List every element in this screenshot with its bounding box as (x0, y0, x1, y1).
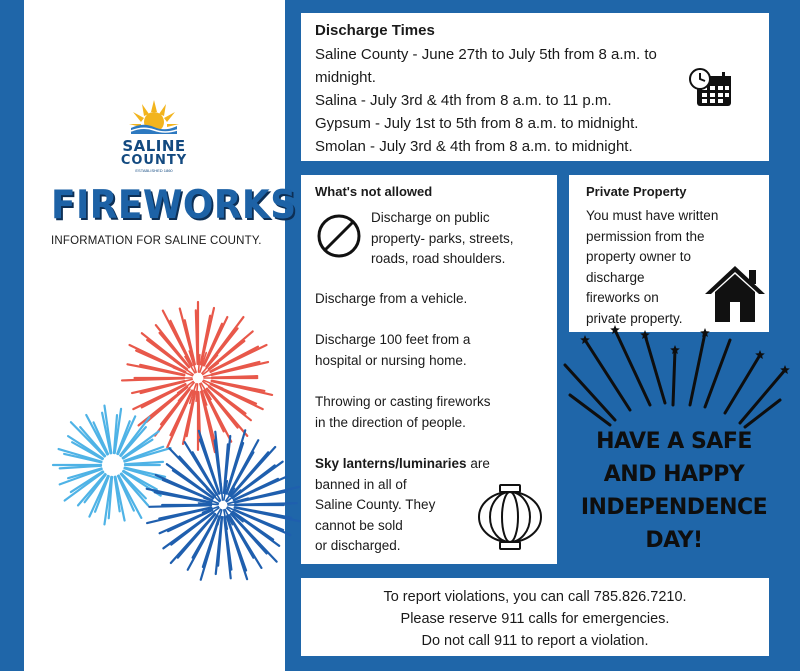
discharge-times-heading: Discharge Times (315, 22, 435, 39)
burst-ray (645, 335, 665, 403)
rule-sky-lanterns (315, 454, 490, 557)
report-violations-card (301, 578, 769, 656)
fireworks-illustration (48, 300, 309, 620)
private-line-2: permission from the (586, 228, 705, 244)
sun-icon (129, 100, 179, 134)
sky-lanterns-bold: Sky lanterns/luminaries (315, 456, 467, 471)
banner-line-1: HAVE A SAFE (596, 429, 752, 454)
private-line-3: property owner to (586, 249, 692, 264)
private-property-heading: Private Property (586, 184, 687, 199)
rule-vehicle: Discharge from a vehicle. (315, 291, 468, 306)
rule-lantern-line-4: cannot be sold (315, 517, 403, 533)
private-line-6: private property. (586, 310, 683, 326)
report-line-do-not-call: Do not call 911 to report a violation. (421, 633, 649, 649)
rule-hospital-line-2: hospital or nursing home. (315, 352, 467, 368)
discharge-line-gypsum: Gypsum - July 1st to 5th from 8 a.m. to midnight. (315, 115, 639, 132)
logo-word-saline: SALINE (122, 137, 186, 155)
firework-ray (235, 503, 297, 505)
clock-calendar-icon (689, 68, 735, 108)
rule-public-property (371, 208, 514, 270)
burst-ray (705, 340, 730, 407)
rule-public-line-1: Discharge on public (371, 210, 490, 225)
burst-ray (690, 333, 705, 405)
discharge-times-card (301, 13, 769, 161)
discharge-line-smolan: Smolan - July 3rd & 4th from 8 a.m. to midnight. (315, 138, 633, 155)
not-allowed-card (301, 175, 557, 564)
report-line-phone: To report violations, you can call 785.826.7210. (383, 589, 687, 605)
firework-blue-burst (147, 430, 300, 580)
not-allowed-heading: What's not allowed (315, 184, 433, 199)
firework-ray (221, 483, 223, 500)
firework-ray (60, 466, 101, 469)
house-icon (703, 262, 767, 324)
rule-public-line-3: roads, road shoulders. (371, 251, 506, 266)
rule-hospital-line-1: Discharge 100 feet from a (315, 332, 471, 347)
rule-lantern-line-5: or discharged. (315, 538, 401, 553)
private-line-5: fireworks on (586, 290, 659, 305)
left-panel (24, 0, 297, 671)
burst-ray (673, 350, 675, 405)
independence-day-banner (568, 425, 780, 557)
banner-line-2: AND HAPPY (603, 462, 745, 487)
prohibited-icon (316, 213, 362, 259)
burst-ray (745, 400, 780, 427)
discharge-line-salina: Salina - July 3rd & 4th from 8 a.m. to 11 p.m. (315, 92, 612, 109)
lantern-icon (476, 481, 544, 553)
rule-lantern-line-3: Saline County. They (315, 497, 436, 512)
rule-hospital (315, 330, 470, 371)
logo-tagline: ESTABLISHED 1860 (135, 168, 173, 173)
banner-line-3: INDEPENDENCE (580, 495, 768, 520)
saline-county-logo (119, 100, 189, 173)
rule-throwing-line-2: in the direction of people. (315, 414, 466, 430)
sky-lanterns-rest: are (466, 456, 490, 471)
rule-throwing (315, 392, 491, 433)
page-subtitle: INFORMATION FOR SALINE COUNTY. (51, 235, 262, 247)
firework-burst-icon (555, 325, 795, 435)
report-line-reserve: Please reserve 911 calls for emergencies. (400, 611, 670, 627)
rule-throwing-line-1: Throwing or casting fireworks (315, 394, 491, 409)
discharge-line-saline-county-cont: midnight. (315, 69, 376, 86)
banner-line-4: DAY! (645, 528, 703, 553)
private-line-1: You must have written (586, 208, 719, 223)
rule-lantern-line-1 (315, 454, 490, 475)
discharge-line-saline-county: Saline County - June 27th to July 5th from 8 a.m. to (315, 46, 657, 63)
logo-word-county: COUNTY (120, 153, 188, 168)
private-property-card (569, 175, 769, 332)
private-line-4: discharge (586, 269, 645, 285)
rule-public-line-2: property- parks, streets, (371, 230, 514, 246)
firework-ray (125, 462, 163, 464)
page-title: FIREWORKS (51, 183, 297, 228)
rule-lantern-line-2: banned in all of (315, 476, 407, 492)
